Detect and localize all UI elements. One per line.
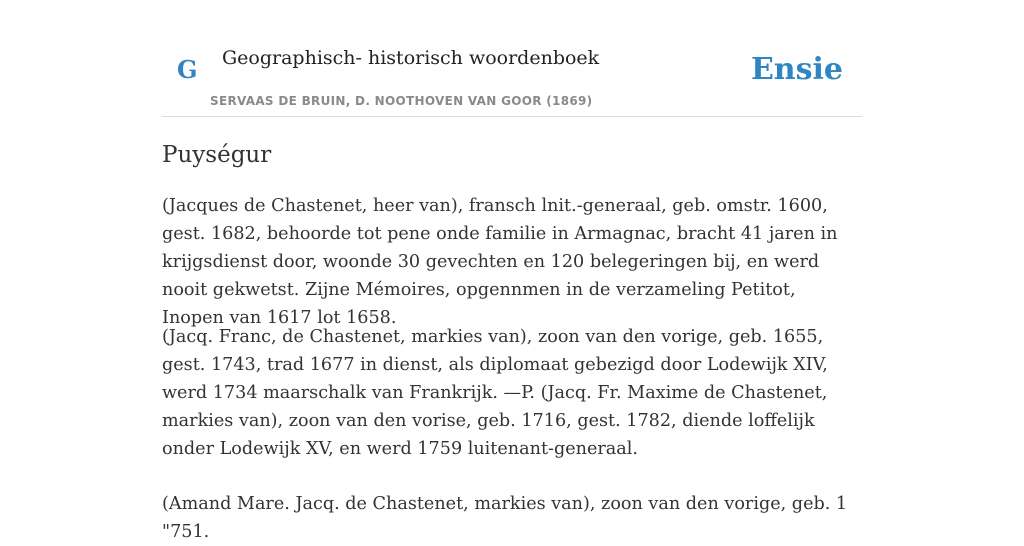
header — [162, 0, 862, 117]
entry-paragraph: (Jacques de Chastenet, heer van), fransch lnit.-generaal, geb. omstr. 1600, gest. 1682, behoorde tot pene onde familie in Armagnac, bracht 41 jaren in krijgsdienst door, woonde 30 gevechten en 120 belegeringen bij, en werd nooit gekwetst. Zijne Mémoires, opgennmen in de verzameling Petitot, Inopen van 1617 lot 1658. — [162, 196, 838, 328]
book-authors: SERVAAS DE BRUIN, D. NOOTHOVEN VAN GOOR (1869) — [210, 94, 593, 108]
entry-paragraph: (Amand Mare. Jacq. de Chastenet, markies van), zoon van den vorige, geb. 1 "751. — [162, 494, 848, 542]
brand-logo[interactable]: Ensie — [750, 52, 843, 87]
source-logo[interactable]: G — [177, 55, 198, 84]
entry-paragraph: (Jacq. Franc, de Chastenet, markies van), zoon van den vorige, geb. 1655, gest. 1743, trad 1677 in dienst, als diplomaat gebezigd door Lodewijk XIV, werd 1734 maarschalk van Frankrijk. —P. (Jacq. Fr. Maxime de Chastenet, markies van), zoon van den vorise, geb. 1716, gest. 1782, diende loffelijk onder Lodewijk XV, en werd 1759 luitenant-generaal. — [162, 327, 828, 459]
page — [162, 0, 862, 542]
entry-title: Puységur — [162, 142, 272, 168]
book-title[interactable]: Geographisch- historisch woordenboek — [222, 47, 600, 69]
